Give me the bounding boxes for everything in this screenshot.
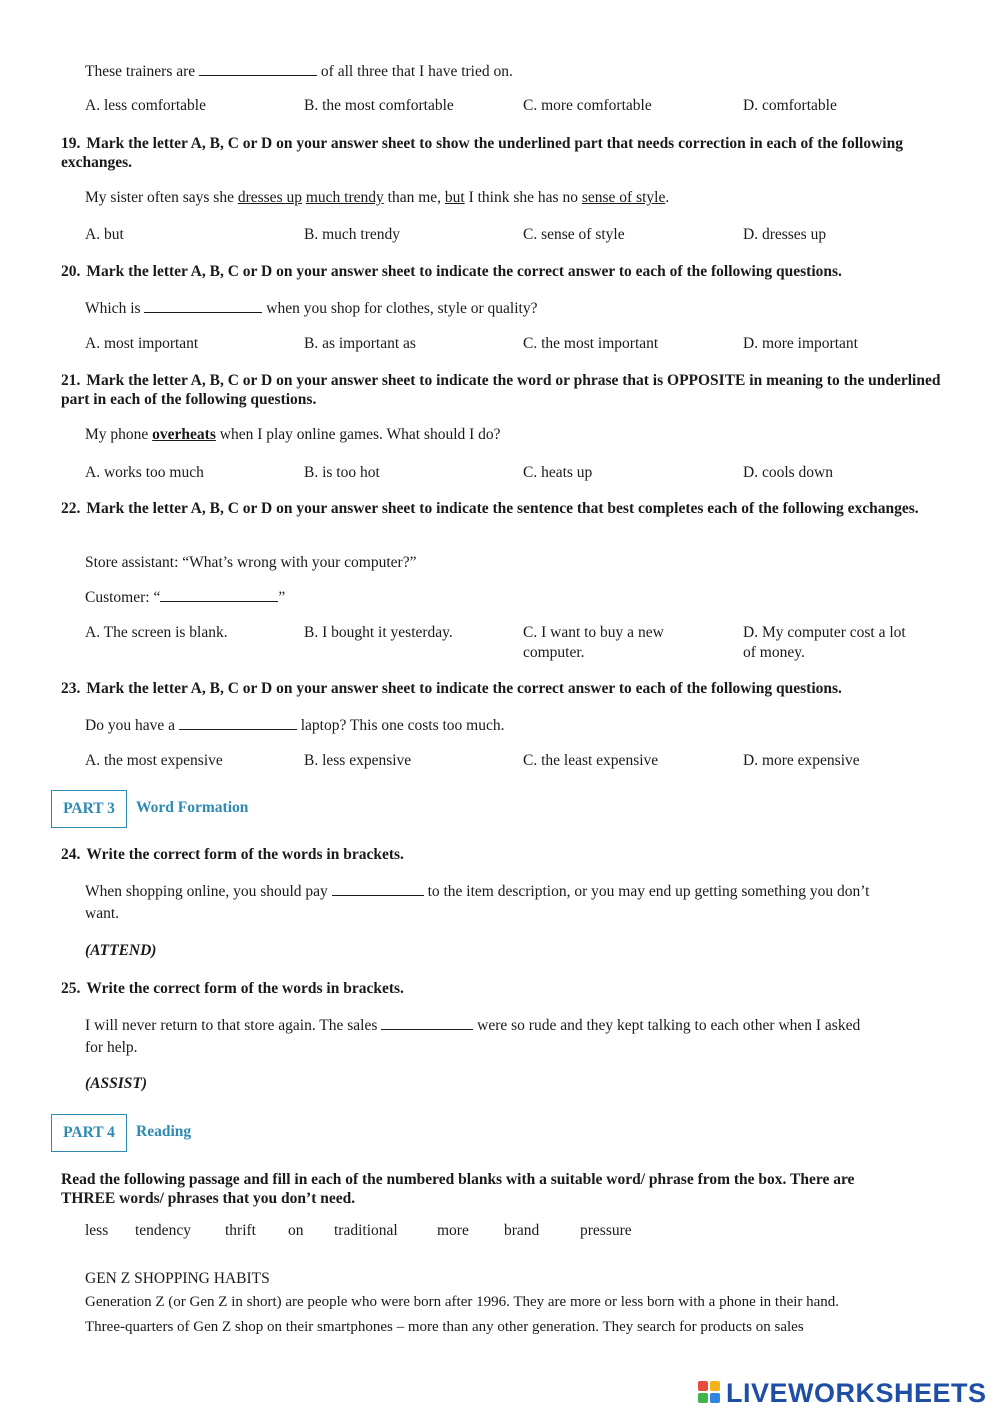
q21-number: 21. <box>61 372 81 389</box>
part4-label: PART 4 <box>51 1114 127 1152</box>
q20-stem-a: Which is <box>85 300 141 317</box>
q18-option-d[interactable]: D. comfortable <box>743 97 837 114</box>
logo-square-icon <box>698 1393 708 1403</box>
q24-text <box>85 881 869 901</box>
liveworksheets-logo-text: LIVEWORKSHEETS <box>726 1378 987 1408</box>
q19-text-3: I think she has no <box>468 189 578 206</box>
q19-underline-1: dresses up <box>237 189 302 206</box>
q21-option-d[interactable]: D. cools down <box>743 464 833 481</box>
q23-instruction-text: Mark the letter A, B, C or D on your answer sheet to indicate the correct answer to each of the following questions. <box>86 680 842 697</box>
q23-option-c[interactable]: C. the least expensive <box>523 752 659 769</box>
q22-option-c[interactable] <box>523 623 664 663</box>
q22-option-c-line-1: C. I want to buy a new <box>523 624 664 641</box>
q25-number: 25. <box>61 980 81 997</box>
q19-text-1: My sister often says she <box>85 189 234 206</box>
word-bank-item: brand <box>504 1222 540 1239</box>
q24-text-a: When shopping online, you should pay <box>85 883 328 900</box>
reading-instruction-1: Read the following passage and fill in each of the numbered blanks with a suitable word/ phrase from the box. There are <box>61 1171 855 1188</box>
q19-instruction-text: Mark the letter A, B, C or D on your answer sheet to show the underlined part that needs correction in each of the following exchanges. <box>61 135 903 171</box>
liveworksheets-logo-icon <box>698 1381 724 1407</box>
q24-blank[interactable] <box>332 881 424 896</box>
q22-blank[interactable] <box>160 587 278 602</box>
q20-stem <box>85 298 537 318</box>
q22-line-1: Store assistant: “What’s wrong with your computer?” <box>85 554 417 571</box>
q23-stem-b: laptop? This one costs too much. <box>300 717 505 734</box>
q20-option-c[interactable]: C. the most important <box>523 335 659 352</box>
q18-stem <box>85 61 513 81</box>
q19-sentence <box>85 189 669 207</box>
q24-text-b: to the item description, or you may end up getting something you don’t <box>427 883 870 900</box>
q21-instruction <box>61 371 941 409</box>
q25-instruction-text: Write the correct form of the words in brackets. <box>86 980 404 997</box>
q21-stem-a: My phone <box>85 426 149 443</box>
q22-instruction <box>61 499 941 518</box>
q23-option-d[interactable]: D. more expensive <box>743 752 860 769</box>
q22-option-b[interactable]: B. I bought it yesterday. <box>304 624 453 641</box>
q23-stem-a: Do you have a <box>85 717 175 734</box>
q22-option-a[interactable]: A. The screen is blank. <box>85 624 228 641</box>
q20-option-a[interactable]: A. most important <box>85 335 199 352</box>
q19-option-d[interactable]: D. dresses up <box>743 226 827 243</box>
q19-option-c[interactable]: C. sense of style <box>523 226 625 243</box>
q20-stem-b: when you shop for clothes, style or quality? <box>266 300 538 317</box>
q23-stem <box>85 715 505 735</box>
q25-blank[interactable] <box>381 1015 473 1030</box>
q21-option-b[interactable]: B. is too hot <box>304 464 380 481</box>
q25-text-c: for help. <box>85 1039 138 1056</box>
q24-number: 24. <box>61 846 81 863</box>
passage-line-2: Three-quarters of Gen Z shop on their smartphones – more than any other generation. They search for products on sales <box>85 1319 804 1335</box>
q18-stem-a: These trainers are <box>85 63 196 80</box>
word-bank-item: on <box>288 1222 304 1239</box>
part4-title: Reading <box>136 1123 192 1140</box>
q19-number: 19. <box>61 135 81 152</box>
q25-text <box>85 1015 860 1035</box>
q23-blank[interactable] <box>179 715 297 730</box>
q25-text-b: were so rude and they kept talking to each other when I asked <box>477 1017 861 1034</box>
part3-title: Word Formation <box>136 799 249 816</box>
q25-hint: (ASSIST) <box>85 1075 148 1092</box>
q21-stem <box>85 426 501 444</box>
q19-instruction <box>61 134 941 172</box>
q21-underlined-word: overheats <box>152 426 216 443</box>
q19-option-a[interactable]: A. but <box>85 226 124 243</box>
q21-stem-b: when I play online games. What should I do? <box>219 426 501 443</box>
q19-option-b[interactable]: B. much trendy <box>304 226 400 243</box>
q18-option-b[interactable]: B. the most comfortable <box>304 97 454 114</box>
logo-square-icon <box>710 1381 720 1391</box>
q19-underline-2: much trendy <box>305 189 384 206</box>
part3-label: PART 3 <box>51 790 127 828</box>
passage-title: GEN Z SHOPPING HABITS <box>85 1270 270 1287</box>
q18-option-c[interactable]: C. more comfortable <box>523 97 652 114</box>
q24-text-c: want. <box>85 905 120 922</box>
liveworksheets-logo <box>698 1378 987 1409</box>
word-bank-item: pressure <box>580 1222 632 1239</box>
q21-option-c[interactable]: C. heats up <box>523 464 593 481</box>
q18-option-a[interactable]: A. less comfortable <box>85 97 206 114</box>
q20-instruction <box>61 262 941 281</box>
q20-number: 20. <box>61 263 81 280</box>
q22-number: 22. <box>61 500 81 517</box>
logo-square-icon <box>710 1393 720 1403</box>
q21-option-a[interactable]: A. works too much <box>85 464 204 481</box>
word-bank-item: more <box>437 1222 469 1239</box>
word-bank-item: thrift <box>225 1222 256 1239</box>
q23-instruction <box>61 679 941 698</box>
q25-instruction <box>61 979 941 998</box>
passage-line-1: Generation Z (or Gen Z in short) are people who were born after 1996. They are more or less born with a phone in their hand. <box>85 1294 840 1310</box>
q22-option-d[interactable] <box>743 623 906 663</box>
q20-instruction-text: Mark the letter A, B, C or D on your answer sheet to indicate the correct answer to each of the following questions. <box>86 263 842 280</box>
q23-number: 23. <box>61 680 81 697</box>
q22-option-d-line-2: of money. <box>743 644 805 661</box>
q24-instruction <box>61 845 941 864</box>
q22-line-2 <box>85 587 285 607</box>
q22-line-2-b: ” <box>278 589 286 606</box>
q24-instruction-text: Write the correct form of the words in brackets. <box>86 846 404 863</box>
q24-hint: (ATTEND) <box>85 942 157 959</box>
q22-option-d-line-1: D. My computer cost a lot <box>743 624 906 641</box>
logo-square-icon <box>698 1381 708 1391</box>
q18-stem-b: of all three that I have tried on. <box>320 63 513 80</box>
reading-instruction-2: THREE words/ phrases that you don’t need. <box>61 1190 356 1207</box>
q21-instruction-text: Mark the letter A, B, C or D on your answer sheet to indicate the word or phrase that is OPPOSITE in meaning to the underlined part in each of the following questions. <box>61 372 941 408</box>
q19-text-4: . <box>665 189 670 206</box>
word-bank-item: less <box>85 1222 109 1239</box>
word-bank-item: traditional <box>334 1222 398 1239</box>
q18-blank[interactable] <box>199 61 317 76</box>
q23-option-b[interactable]: B. less expensive <box>304 752 412 769</box>
reading-instruction <box>61 1170 941 1208</box>
q19-text-2: than me, <box>387 189 442 206</box>
q22-instruction-text: Mark the letter A, B, C or D on your answer sheet to indicate the sentence that best completes each of the following exchanges. <box>86 500 919 517</box>
q19-underline-3: but <box>444 189 465 206</box>
q19-underline-4: sense of style <box>581 189 666 206</box>
q20-option-b[interactable]: B. as important as <box>304 335 416 352</box>
q22-option-c-line-2: computer. <box>523 644 585 661</box>
q22-line-2-a: Customer: “ <box>85 589 161 606</box>
word-bank-item: tendency <box>135 1222 191 1239</box>
q25-text-a: I will never return to that store again. The sales <box>85 1017 378 1034</box>
q23-option-a[interactable]: A. the most expensive <box>85 752 223 769</box>
q20-option-d[interactable]: D. more important <box>743 335 858 352</box>
q20-blank[interactable] <box>144 298 262 313</box>
